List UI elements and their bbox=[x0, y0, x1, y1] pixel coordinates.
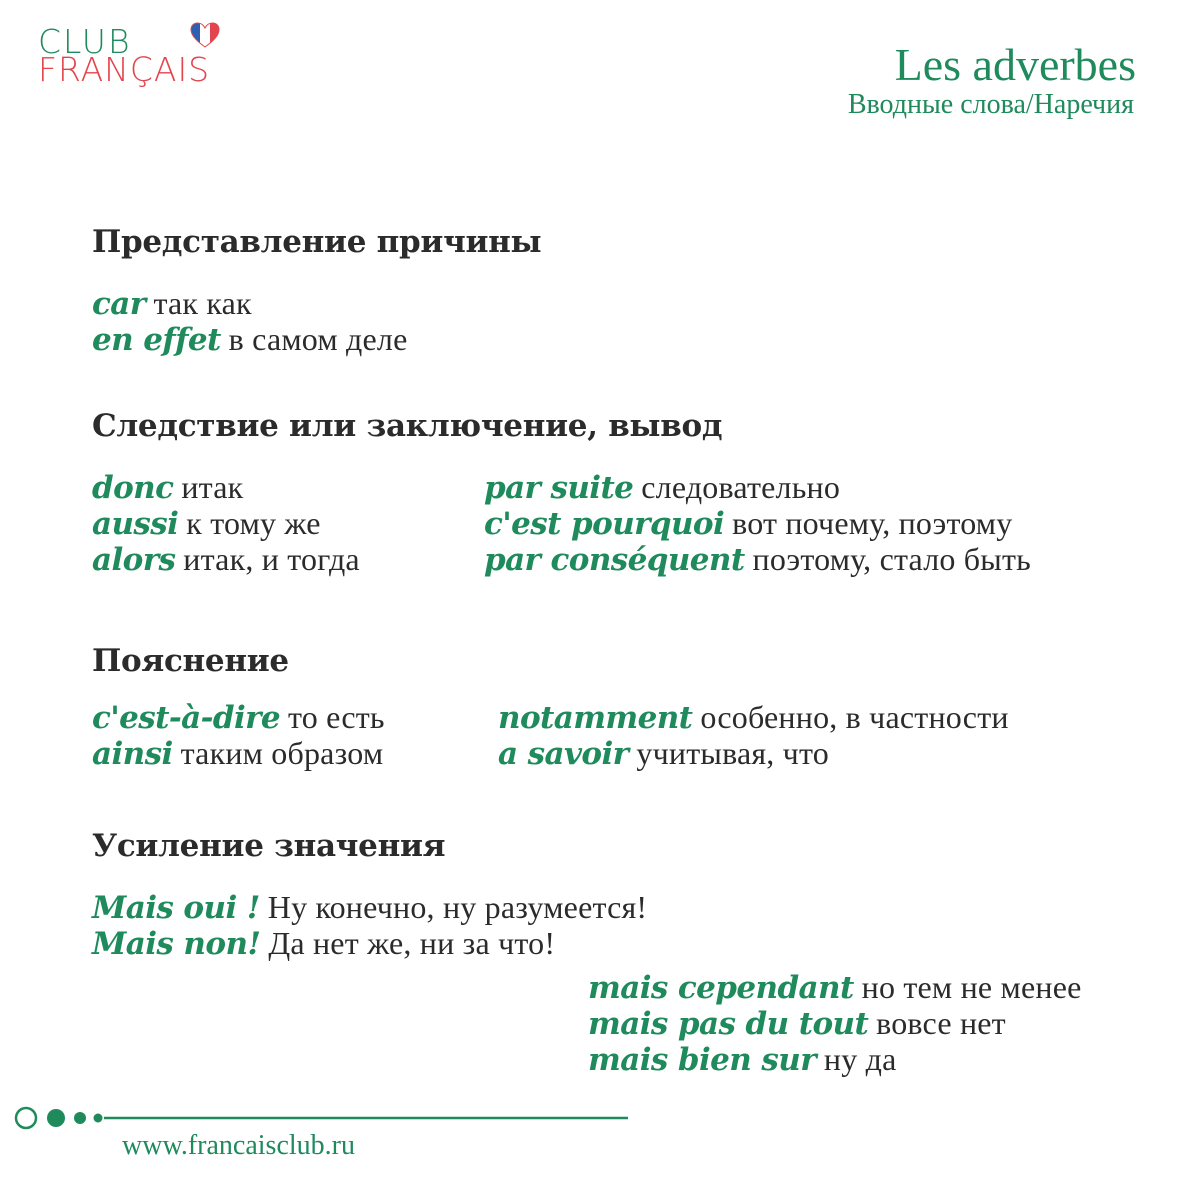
russian-meaning: таким образом bbox=[180, 735, 384, 771]
french-term: a savoir bbox=[498, 736, 629, 772]
list-item bbox=[92, 286, 408, 322]
list-item bbox=[484, 506, 1031, 542]
section-heading-cause: Представление причины bbox=[92, 224, 542, 260]
russian-meaning: поэтому, стало быть bbox=[752, 541, 1031, 577]
french-term: c'est-à-dire bbox=[92, 700, 280, 736]
russian-meaning: вовсе нет bbox=[876, 1005, 1006, 1041]
list-item bbox=[92, 890, 647, 926]
list-item bbox=[92, 700, 385, 736]
emphasis-list-left bbox=[92, 890, 647, 962]
french-term: par conséquent bbox=[484, 542, 745, 578]
list-item bbox=[498, 736, 1009, 772]
list-item bbox=[484, 470, 1031, 506]
list-item bbox=[588, 1006, 1082, 1042]
list-item bbox=[92, 322, 408, 358]
russian-meaning: учитывая, что bbox=[636, 735, 829, 771]
russian-meaning: Да нет же, ни за что! bbox=[268, 925, 556, 961]
russian-meaning: следовательно bbox=[641, 469, 841, 505]
heart-flag-icon bbox=[190, 22, 220, 48]
explanation-list-left bbox=[92, 700, 385, 772]
russian-meaning: то есть bbox=[287, 699, 385, 735]
list-item bbox=[484, 542, 1031, 578]
website-url[interactable]: www.francaisclub.ru bbox=[122, 1130, 355, 1161]
french-term: notamment bbox=[498, 700, 693, 736]
list-item bbox=[92, 506, 360, 542]
french-term: car bbox=[92, 286, 146, 322]
list-item bbox=[92, 736, 385, 772]
consequence-list-left bbox=[92, 470, 360, 578]
russian-meaning: итак bbox=[181, 469, 244, 505]
french-term: aussi bbox=[92, 506, 179, 542]
russian-meaning: Ну конечно, ну разумеется! bbox=[267, 889, 648, 925]
emphasis-list-right bbox=[588, 970, 1082, 1078]
russian-meaning: вот почему, поэтому bbox=[732, 505, 1013, 541]
footer-divider-dots bbox=[12, 1106, 628, 1130]
logo-line-2: FRANÇAIS bbox=[38, 50, 211, 89]
russian-meaning: так как bbox=[153, 285, 252, 321]
list-item bbox=[588, 970, 1082, 1006]
consequence-list-right bbox=[484, 470, 1031, 578]
russian-meaning: в самом деле bbox=[228, 321, 408, 357]
page-title: Les adverbes bbox=[894, 39, 1136, 90]
cause-list bbox=[92, 286, 408, 358]
list-item bbox=[92, 926, 647, 962]
list-item bbox=[588, 1042, 1082, 1078]
french-term: mais pas du tout bbox=[588, 1006, 869, 1042]
russian-meaning: особенно, в частности bbox=[700, 699, 1009, 735]
french-term: donc bbox=[92, 470, 174, 506]
list-item bbox=[498, 700, 1009, 736]
french-term: mais cependant bbox=[588, 970, 854, 1006]
french-term: mais bien sur bbox=[588, 1042, 816, 1078]
french-term: alors bbox=[92, 542, 176, 578]
section-heading-emphasis: Усиление значения bbox=[92, 828, 446, 864]
french-term: Mais non! bbox=[92, 926, 261, 962]
explanation-list-right bbox=[498, 700, 1009, 772]
section-heading-explanation: Пояснение bbox=[92, 643, 289, 679]
russian-meaning: итак, и тогда bbox=[183, 541, 360, 577]
list-item bbox=[92, 470, 360, 506]
french-term: ainsi bbox=[92, 736, 173, 772]
french-term: c'est pourquoi bbox=[484, 506, 725, 542]
club-francais-logo bbox=[38, 20, 238, 90]
russian-meaning: ну да bbox=[823, 1041, 897, 1077]
section-heading-consequence: Следствие или заключение, вывод bbox=[92, 408, 723, 444]
list-item bbox=[92, 542, 360, 578]
logo-line-1: CLUB bbox=[38, 22, 132, 61]
page-subtitle: Вводные слова/Наречия bbox=[847, 89, 1134, 120]
russian-meaning: но тем не менее bbox=[861, 969, 1082, 1005]
french-term: en effet bbox=[92, 322, 221, 358]
french-term: par suite bbox=[484, 470, 634, 506]
french-term: Mais oui ! bbox=[92, 890, 260, 926]
russian-meaning: к тому же bbox=[186, 505, 321, 541]
